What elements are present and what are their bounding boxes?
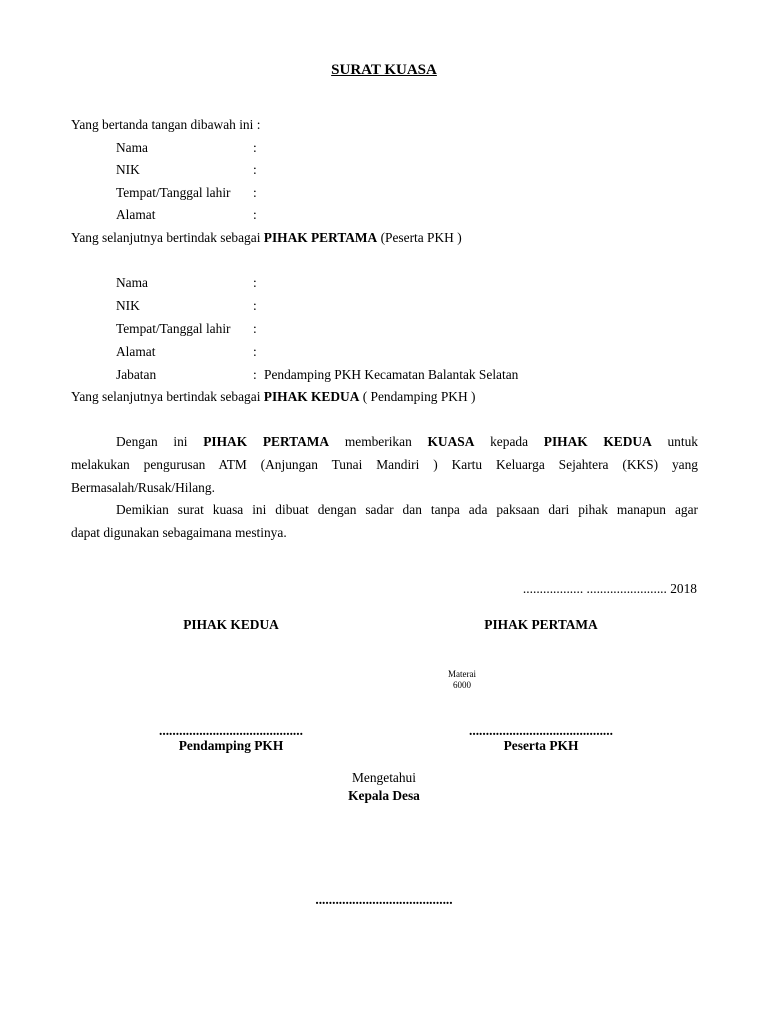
second-party-nik-colon: : — [253, 298, 257, 313]
second-party-role-prefix: Yang selanjutnya bertindak sebagai — [71, 389, 264, 404]
second-party-role-suffix: ( Pendamping PKH ) — [359, 389, 476, 404]
second-party-address-label: Alamat — [116, 344, 156, 359]
first-party-signature-line: ........................................... — [469, 723, 613, 738]
authorization-line-1 — [71, 430, 698, 453]
first-party-role — [71, 230, 462, 246]
para1-bold-2: KUASA — [427, 434, 475, 449]
para1-text-3: kepada — [474, 434, 544, 449]
materai-stamp-label: Materai 6000 — [448, 669, 476, 690]
para1-text-4: untuk — [651, 434, 698, 449]
village-head-title: Kepala Desa — [348, 788, 420, 803]
first-party-nik-label: NIK — [116, 162, 140, 177]
second-party-role — [71, 389, 475, 405]
closing-paragraph — [71, 498, 698, 544]
authorization-line-2: melakukan pengurusan ATM (Anjungan Tunai Mandiri ) Kartu Keluarga Sejahtera (KKS) yang — [71, 457, 698, 472]
first-party-role-bold: PIHAK PERTAMA — [263, 230, 378, 245]
first-party-birth-colon: : — [253, 185, 257, 200]
second-party-signature-heading: PIHAK KEDUA — [183, 617, 279, 632]
acknowledge-label: Mengetahui — [352, 770, 416, 785]
second-party-signature-name: Pendamping PKH — [178, 738, 284, 753]
second-party-role-bold: PIHAK KEDUA — [263, 389, 360, 404]
first-party-signature-name: Peserta PKH — [503, 738, 579, 753]
second-party-birth-label: Tempat/Tanggal lahir — [116, 321, 231, 336]
second-party-name-colon: : — [253, 275, 257, 290]
para1-text-1: Dengan ini — [116, 434, 204, 449]
authorization-paragraph — [71, 430, 698, 499]
second-party-nik-label: NIK — [116, 298, 140, 313]
para1-bold-3: PIHAK KEDUA — [543, 434, 652, 449]
second-party-position-colon: : — [253, 367, 257, 382]
second-party-birth-colon: : — [253, 321, 257, 336]
first-party-address-label: Alamat — [116, 207, 156, 222]
second-party-position-value: Pendamping PKH Kecamatan Balantak Selatan — [264, 367, 519, 382]
authorization-line-3: Bermasalah/Rusak/Hilang. — [71, 480, 215, 495]
first-party-role-prefix: Yang selanjutnya bertindak sebagai — [71, 230, 264, 245]
second-party-name-label: Nama — [116, 275, 148, 290]
second-party-signature-line: ........................................... — [159, 723, 303, 738]
first-party-birth-label: Tempat/Tanggal lahir — [116, 185, 231, 200]
village-head-signature-line: ......................................... — [315, 892, 453, 907]
document-title: SURAT KUASA — [331, 62, 437, 78]
first-party-address-colon: : — [253, 207, 257, 222]
first-party-name-label: Nama — [116, 140, 148, 155]
first-party-name-colon: : — [253, 140, 257, 155]
second-party-position-label: Jabatan — [116, 367, 157, 382]
para1-text-2: memberikan — [329, 434, 428, 449]
date-line: .................. ........................ 2018 — [522, 581, 697, 596]
second-party-address-colon: : — [253, 344, 257, 359]
first-party-nik-colon: : — [253, 162, 257, 177]
closing-line-2: dapat digunakan sebagaimana mestinya. — [71, 525, 287, 540]
first-party-role-suffix: (Peserta PKH ) — [377, 230, 462, 245]
intro-text: Yang bertanda tangan dibawah ini : — [71, 117, 261, 132]
closing-line-1: Demikian surat kuasa ini dibuat dengan sadar dan tanpa ada paksaan dari pihak manapun agar — [116, 502, 698, 517]
first-party-signature-heading: PIHAK PERTAMA — [484, 617, 598, 632]
para1-bold-1: PIHAK PERTAMA — [203, 434, 330, 449]
